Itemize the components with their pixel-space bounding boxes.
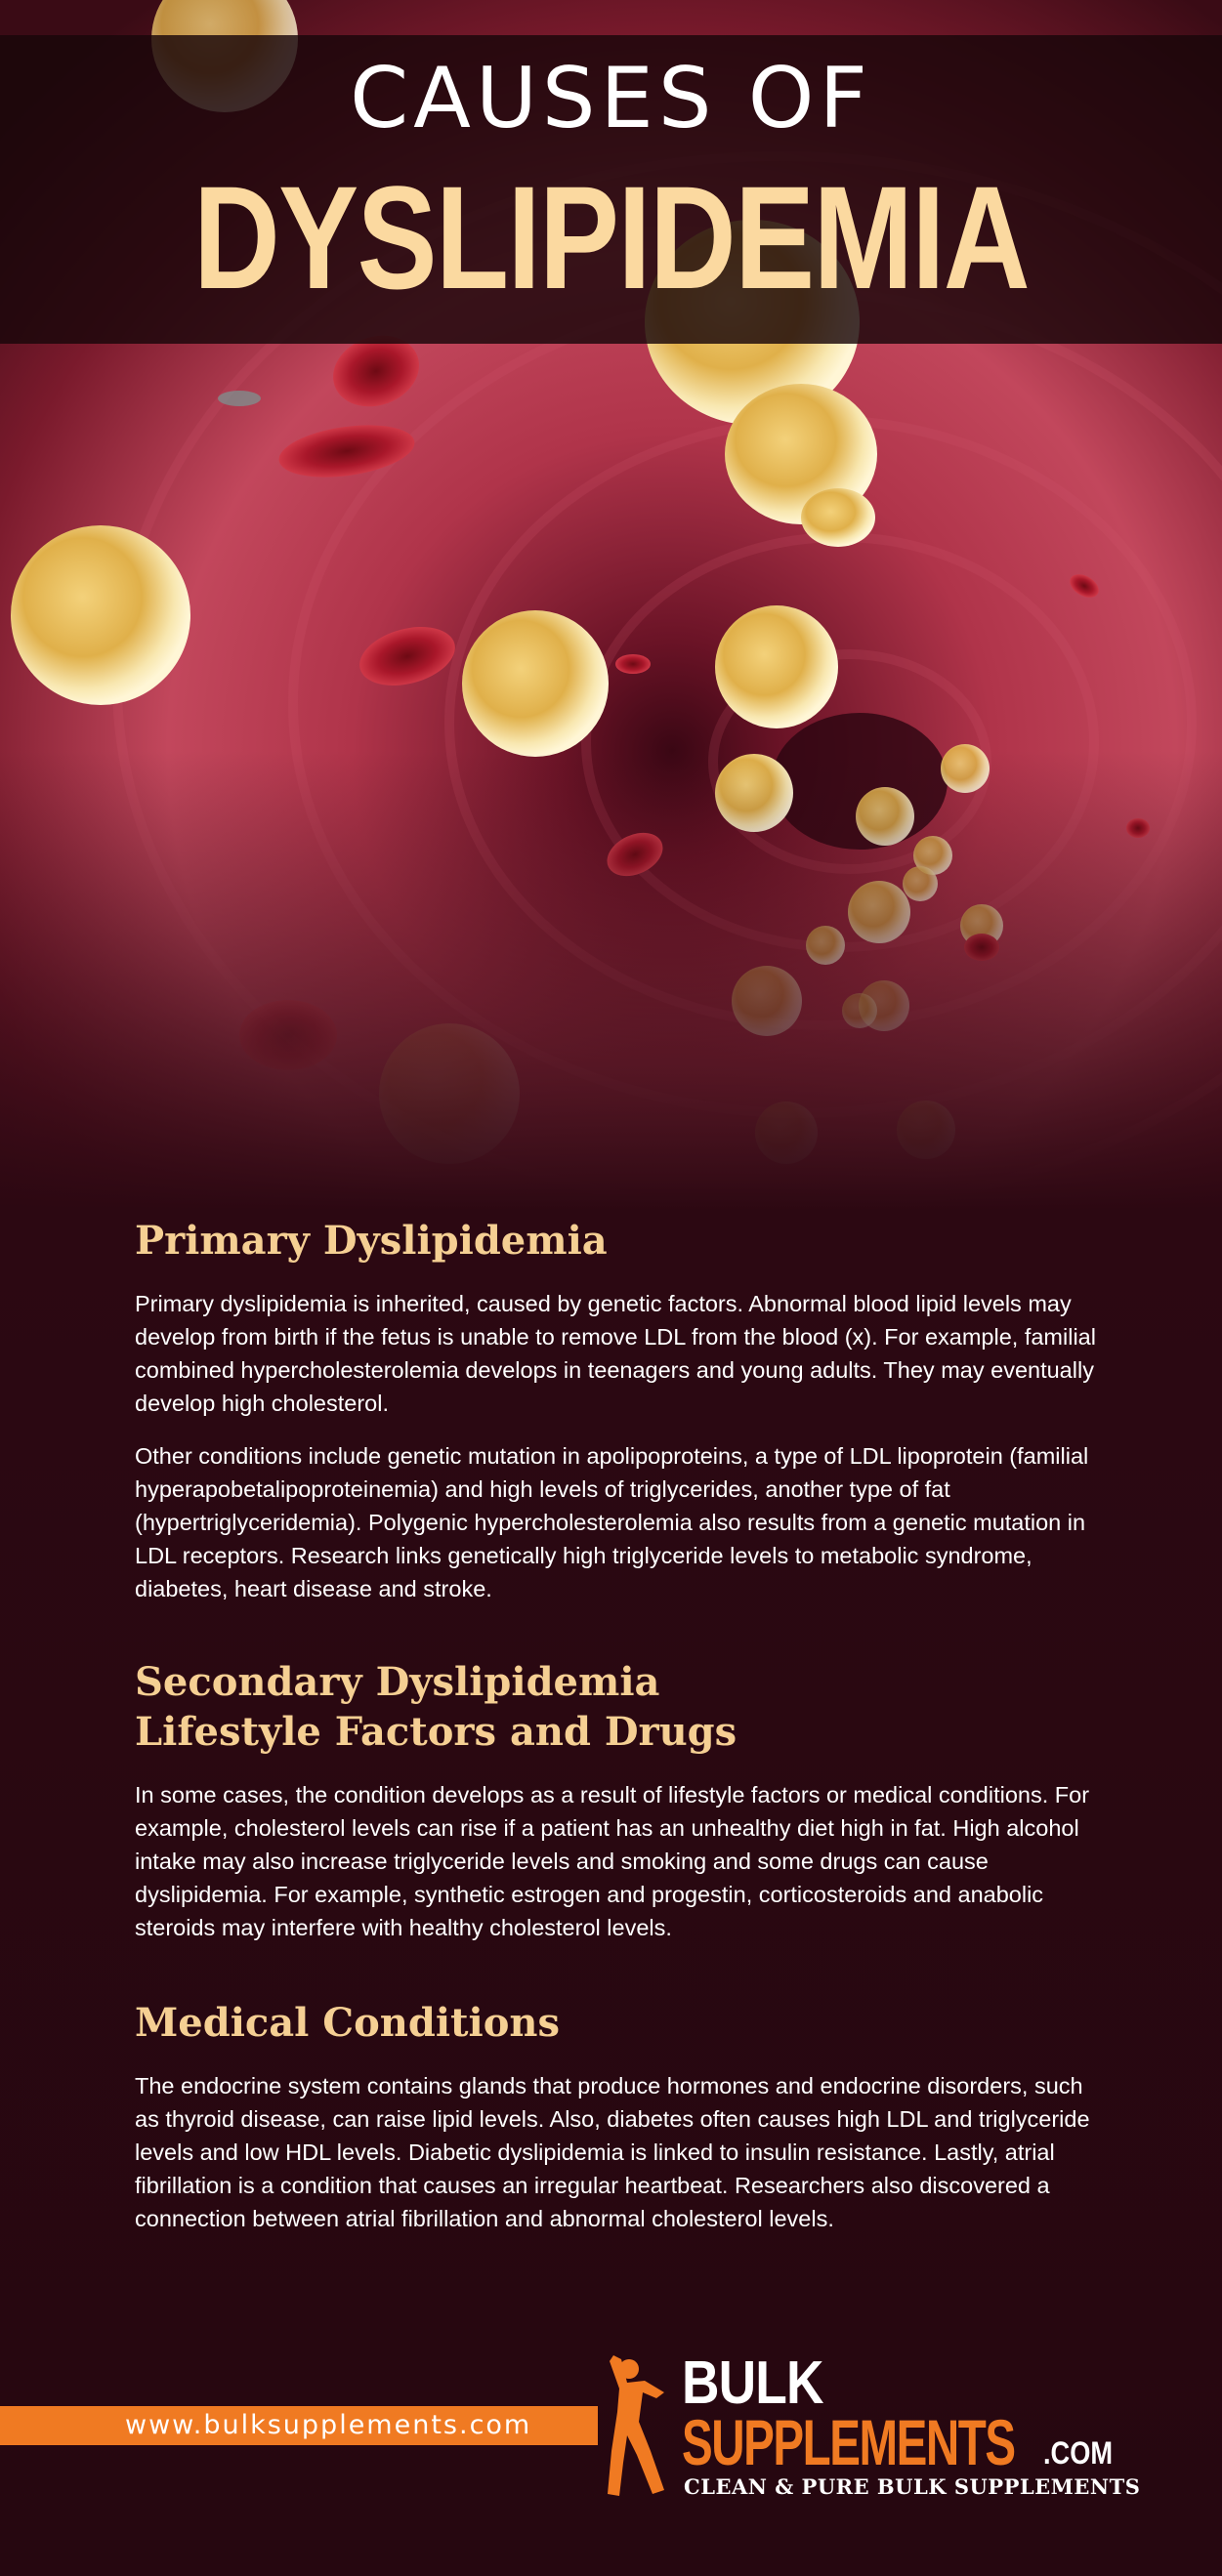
section-heading-line-2: Lifestyle Factors and Drugs (135, 1709, 737, 1756)
section-paragraph: The endocrine system contains glands that produce hormones and endocrine disorders, such as thyroid disease, can raise lipid levels. Also, diabetes often causes high LDL and triglyceride levels and low HDL levels. Diabetic dyslipidemia is linked to insulin resistance. Lastly, atrial fibrillation is a condition that causes an irregular heartbeat. Researchers also discovered a connection between atrial fibrillation and abnormal cholesterol levels. (135, 2073, 1090, 2232)
logo-supplements-text: SUPPLEMENTS (682, 2406, 1015, 2478)
brand-logo[interactable] (606, 2349, 1153, 2519)
section-paragraph: In some cases, the condition develops as a result of lifestyle factors or medical conditions. For example, cholesterol levels can rise if a patient has an unhealthy diet high in fat. High alcohol intake may also increase triglyceride levels and smoking and some drugs can cause dyslipidemia. For example, synthetic estrogen and progestin, corticosteroids and anabolic steroids may interfere with healthy cholesterol levels. (135, 1782, 1090, 1941)
url-bar (0, 2406, 598, 2445)
page-title: DYSLIPIDEMIA (192, 155, 1030, 319)
logo-tagline: CLEAN & PURE BULK SUPPLEMENTS (684, 2474, 1141, 2499)
website-link[interactable]: www.bulksupplements.com (125, 2410, 532, 2440)
logo-com-text: .COM (1043, 2435, 1114, 2471)
title-line-1: CAUSES OF (350, 50, 872, 147)
section-heading: Primary Dyslipidemia (135, 1218, 608, 1264)
section-heading (135, 1657, 1097, 1757)
section-secondary-dyslipidemia (135, 1657, 1097, 1944)
section-paragraph: Other conditions include genetic mutation in apolipoproteins, a type of LDL lipoprotein (familial hyperapobetalipoproteinemia) and high levels of triglycerides, another type of fat (hypertriglyceridemia). Polygenic hypercholesterolemia also results from a genetic mutation in LDL receptors. Research links genetically high triglyceride levels to metabolic syndrome, diabetes, heart disease and stroke. (135, 1443, 1089, 1602)
logo-bulk-text: BULK (682, 2349, 823, 2417)
section-heading: Medical Conditions (135, 2000, 560, 2046)
section-heading-line-1: Secondary Dyslipidemia (135, 1659, 660, 1705)
athlete-figure-icon (606, 2353, 674, 2500)
section-medical-conditions (135, 1998, 1097, 2235)
section-primary-dyslipidemia (135, 1216, 1097, 1605)
section-paragraph: Primary dyslipidemia is inherited, caused by genetic factors. Abnormal blood lipid levels may develop from birth if the fetus is unable to remove LDL from the blood (x). For example, familial combined hypercholesterolemia develops in teenagers and young adults. They may eventually develop high cholesterol. (135, 1291, 1096, 1417)
